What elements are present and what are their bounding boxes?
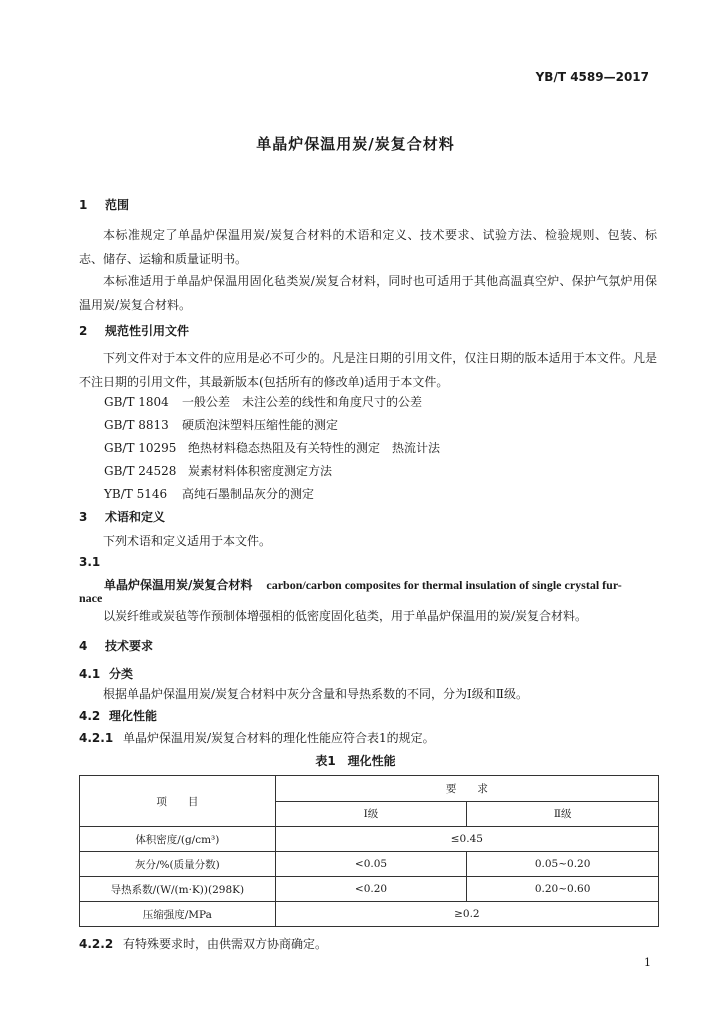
subsection-text: 单晶炉保温用炭/炭复合材料的理化性能应符合表1的规定。 — [123, 731, 435, 745]
section-2-paragraph-1: 下列文件对于本文件的应用是必不可少的。凡是注日期的引用文件，仅注日期的版本适用于本文件。凡是不注日期的引用文件，其最新版本(包括所有的修改单)适用于本文件。 — [79, 351, 657, 389]
properties-table — [79, 775, 659, 927]
subsection-number: 4.1 — [79, 667, 101, 681]
section-title: 范围 — [105, 198, 130, 212]
section-1-heading — [79, 196, 129, 213]
term-english-line-2: nace — [79, 591, 103, 605]
section-number: 4 — [79, 639, 88, 653]
reference-title: 一般公差 未注公差的线性和角度尺寸的公差 — [182, 395, 423, 409]
reference-code: GB/T 8813 — [104, 418, 169, 432]
page-number: 1 — [644, 956, 651, 969]
section-number: 3 — [79, 510, 88, 524]
reference-item — [104, 462, 332, 479]
section-number: 1 — [79, 198, 88, 212]
reference-code: GB/T 10295 — [104, 441, 177, 455]
reference-code: GB/T 1804 — [104, 395, 169, 409]
reference-item — [104, 485, 314, 502]
section-3-heading — [79, 508, 165, 525]
section-title: 规范性引用文件 — [105, 324, 190, 338]
row-item: 压缩强度/MPa — [80, 902, 276, 927]
section-number: 2 — [79, 324, 88, 338]
subsection-number: 4.2 — [79, 709, 101, 723]
header-requirement: 要 求 — [275, 776, 658, 802]
subsection-4-1-heading — [79, 665, 133, 682]
row-item: 体积密度/(g/cm³) — [80, 827, 276, 852]
term-entry — [104, 576, 660, 593]
subsection-4-1-text: 根据单晶炉保温用炭/炭复合材料中灰分含量和导热系数的不同，分为Ⅰ级和Ⅱ级。 — [103, 687, 528, 701]
reference-title: 硬质泡沫塑料压缩性能的测定 — [182, 418, 339, 432]
row-value-merged: ≤0.45 — [275, 827, 658, 852]
table-caption: 表1 理化性能 — [315, 754, 396, 768]
section-title: 术语和定义 — [105, 510, 166, 524]
section-1-paragraph-1: 本标准规定了单晶炉保温用炭/炭复合材料的术语和定义、技术要求、试验方法、检验规则、包装、标志、储存、运输和质量证明书。 — [79, 228, 657, 266]
section-1-paragraph-2: 本标准适用于单晶炉保温用固化毡类炭/炭复合材料，同时也可适用于其他高温真空炉、保护气氛炉用保温用炭/炭复合材料。 — [79, 274, 657, 312]
term-definition: 以炭纤维或炭毡等作预制体增强相的低密度固化毡类，用于单晶炉保温用的炭/炭复合材料。 — [103, 609, 588, 623]
section-4-heading — [79, 637, 153, 654]
reference-title: 高纯石墨制品灰分的测定 — [182, 487, 315, 501]
section-3-paragraph-1: 下列术语和定义适用于本文件。 — [103, 534, 272, 548]
document-title: 单晶炉保温用炭/炭复合材料 — [256, 135, 455, 153]
subsection-title: 分类 — [109, 667, 134, 681]
subsection-4-2-2 — [79, 935, 327, 952]
subsection-3-1-number: 3.1 — [79, 555, 101, 569]
table-row — [80, 902, 659, 927]
row-item: 灰分/%(质量分数) — [80, 852, 276, 877]
row-value-grade-2: 0.20~0.60 — [467, 877, 659, 902]
section-title: 技术要求 — [105, 639, 154, 653]
term-english-continued — [79, 591, 102, 606]
reference-item — [104, 416, 338, 433]
reference-item — [104, 393, 422, 410]
reference-code: YB/T 5146 — [104, 487, 168, 501]
section-2-heading — [79, 322, 189, 339]
reference-item — [104, 439, 440, 456]
reference-code: GB/T 24528 — [104, 464, 177, 478]
row-item: 导热系数/(W/(m·K))(298K) — [80, 877, 276, 902]
reference-title: 炭素材料体积密度测定方法 — [188, 464, 333, 478]
header-grade-2: Ⅱ级 — [467, 801, 659, 827]
subsection-4-2-heading — [79, 707, 157, 724]
row-value-grade-2: 0.05~0.20 — [467, 852, 659, 877]
row-value-grade-1: <0.05 — [275, 852, 467, 877]
subsection-text: 有特殊要求时，由供需双方协商确定。 — [123, 937, 328, 951]
table-row — [80, 827, 659, 852]
term-english: carbon/carbon composites for thermal insulation of single crystal fur- — [266, 578, 622, 592]
table-row — [80, 852, 659, 877]
table-row — [80, 877, 659, 902]
row-value-merged: ≥0.2 — [275, 902, 658, 927]
header-item: 项 目 — [80, 776, 276, 827]
standard-code: YB/T 4589—2017 — [535, 70, 649, 84]
header-grade-1: Ⅰ级 — [275, 801, 467, 827]
subsection-number: 4.2.2 — [79, 937, 114, 951]
row-value-grade-1: <0.20 — [275, 877, 467, 902]
term-chinese: 单晶炉保温用炭/炭复合材料 — [104, 578, 253, 592]
subsection-4-2-1 — [79, 729, 435, 746]
subsection-title: 理化性能 — [109, 709, 158, 723]
subsection-number: 4.2.1 — [79, 731, 114, 745]
table-header-row — [80, 776, 659, 802]
reference-title: 绝热材料稳态热阻及有关特性的测定 热流计法 — [188, 441, 441, 455]
